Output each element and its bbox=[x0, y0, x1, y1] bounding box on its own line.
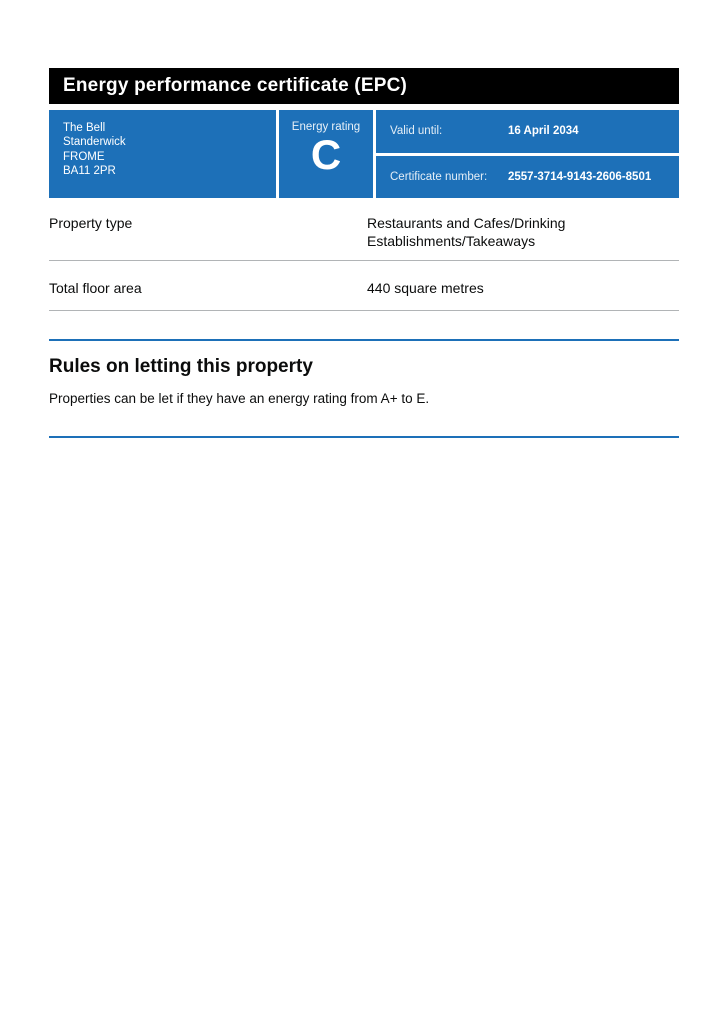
energy-rating-label: Energy rating bbox=[291, 121, 361, 133]
address-line-3: FROME bbox=[63, 150, 105, 163]
valid-until-label: Valid until: bbox=[390, 125, 443, 138]
rules-section-body: Properties can be let if they have an energy rating from A+ to E. bbox=[49, 390, 430, 406]
address-line-4: BA11 2PR bbox=[63, 165, 116, 178]
certificate-content bbox=[49, 68, 679, 438]
energy-rating-value: C bbox=[310, 131, 342, 178]
rules-section-heading: Rules on letting this property bbox=[49, 355, 313, 377]
property-type-row bbox=[49, 198, 679, 261]
section-divider-blue-bottom bbox=[49, 436, 679, 438]
total-floor-area-value: 440 square metres bbox=[367, 280, 484, 297]
certificate-meta-box bbox=[376, 110, 679, 198]
address-line-1: The Bell bbox=[63, 122, 106, 134]
certificate-title-banner bbox=[49, 68, 679, 104]
property-type-label: Property type bbox=[49, 215, 133, 231]
property-address bbox=[49, 110, 276, 198]
property-type-value: Restaurants and Cafes/Drinking Establishments/Takeaways bbox=[367, 215, 566, 250]
section-divider-blue-top bbox=[49, 339, 679, 341]
total-floor-area-row bbox=[49, 261, 679, 310]
energy-rating-box bbox=[279, 110, 373, 198]
certificate-summary-panel bbox=[49, 110, 679, 198]
address-line-2: Standerwick bbox=[63, 136, 126, 149]
certificate-number-value: 2557-3714-9143-2606-8501 bbox=[508, 170, 652, 183]
certificate-number-label: Certificate number: bbox=[390, 170, 488, 183]
valid-until-row bbox=[376, 110, 679, 153]
valid-until-value: 16 April 2034 bbox=[508, 125, 579, 138]
page-title: Energy performance certificate (EPC) bbox=[63, 75, 408, 96]
certificate-number-row bbox=[376, 156, 679, 199]
total-floor-area-label: Total floor area bbox=[49, 280, 142, 297]
